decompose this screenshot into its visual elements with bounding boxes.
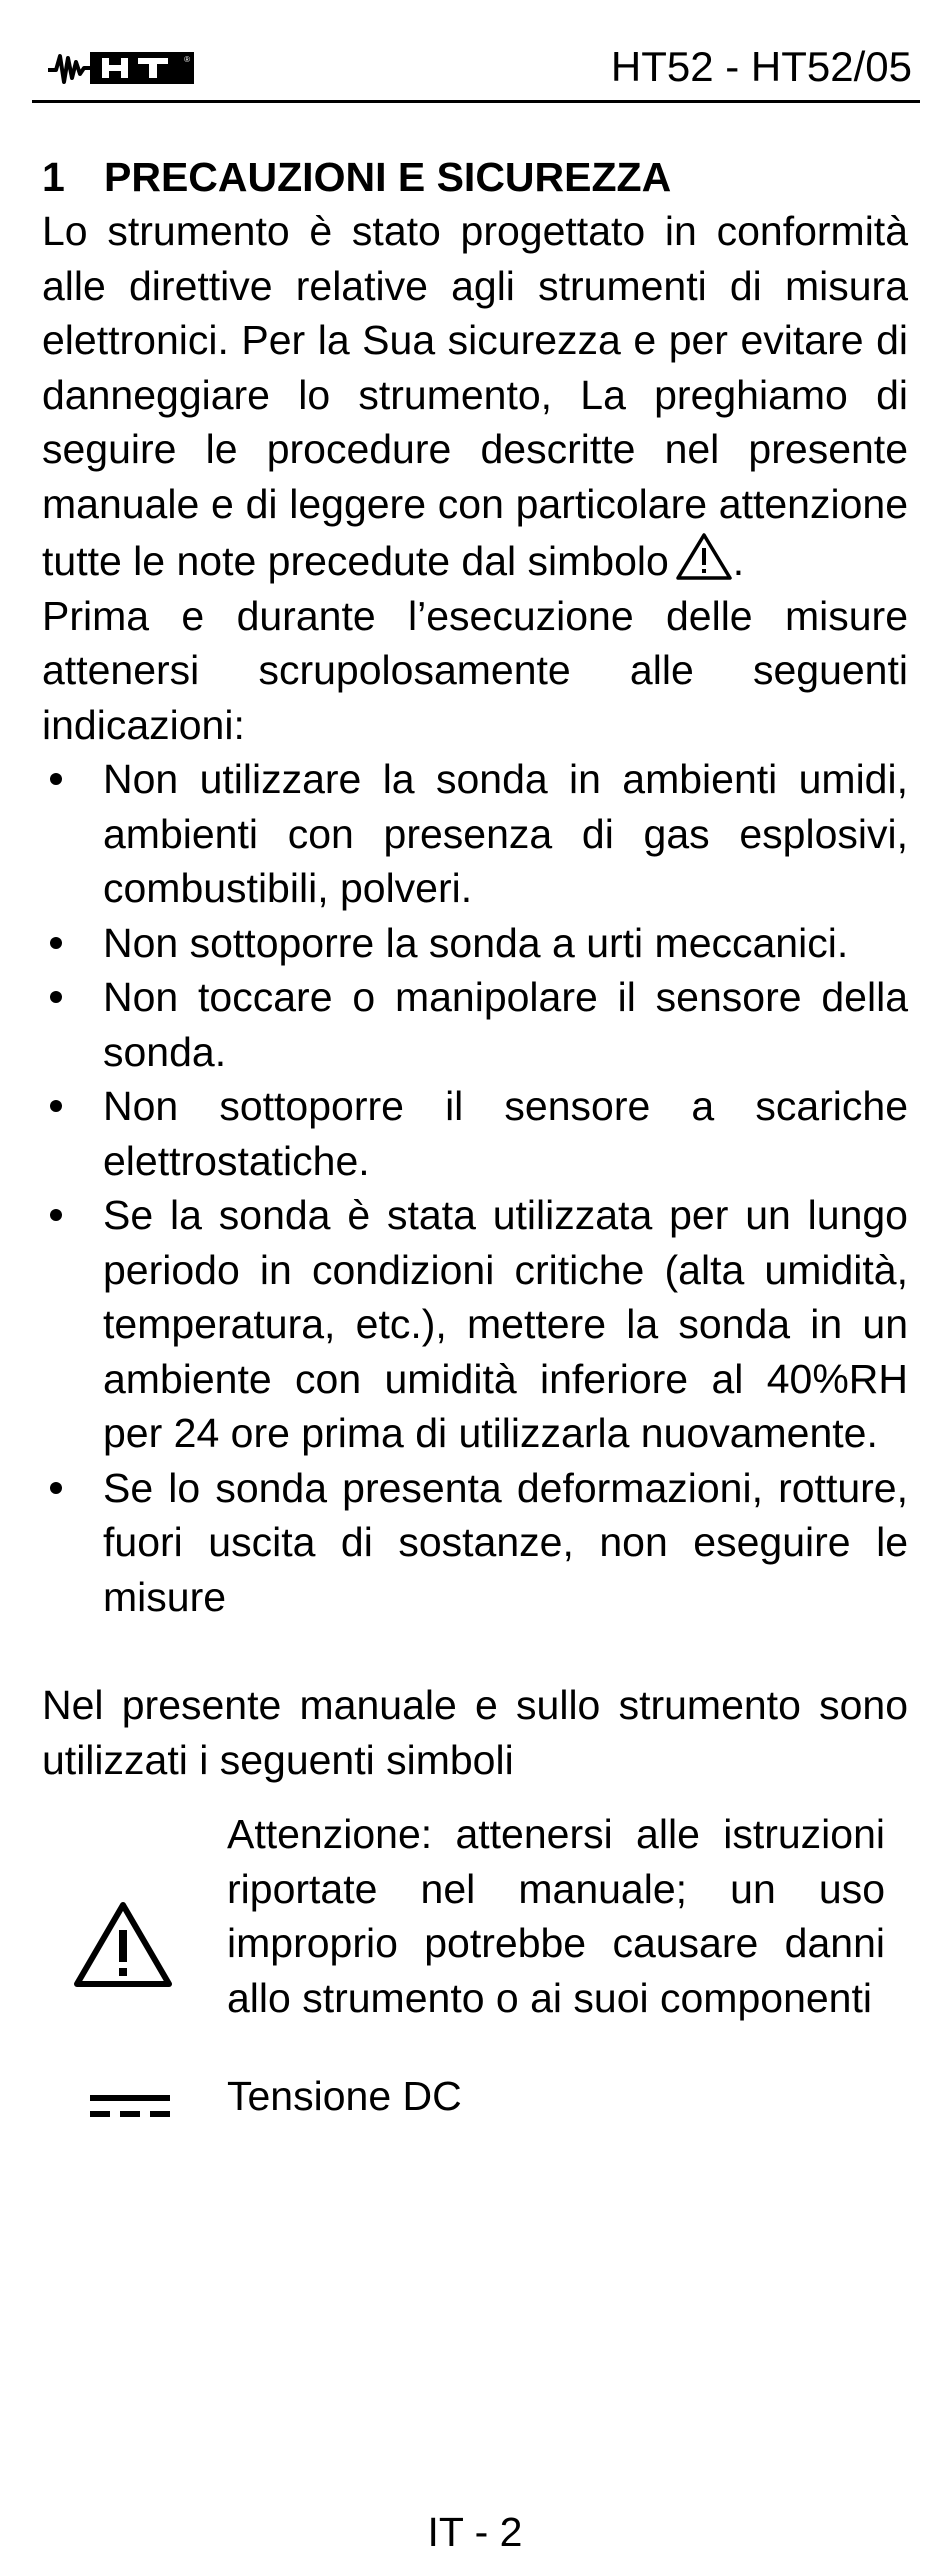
page-content <box>42 150 908 2124</box>
page-number: IT - 2 <box>427 2509 523 2555</box>
bullet-icon <box>50 1100 62 1112</box>
symbol-description: Tensione DC <box>227 2073 462 2119</box>
spacer <box>42 1624 908 1678</box>
document-title: HT52 - HT52/05 <box>610 43 912 90</box>
list-item-text: Non sottoporre la sonda a urti meccanici. <box>103 919 849 966</box>
list-item-text: Se lo sonda presenta deformazioni, rotture, fuori uscita di sostanze, non eseguire le misure <box>103 1464 908 1620</box>
instructions-paragraph: Prima e durante l’esecuzione delle misure attenersi scrupolosamente alle seguenti indicazioni: <box>42 592 908 748</box>
symbol-row-warning <box>42 1807 908 2025</box>
warning-triangle-icon <box>675 531 733 581</box>
list-item-text: Se la sonda è stata utilizzata per un lungo periodo in condizioni critiche (alta umidità, temperatura, etc.), mettere la sonda in un ambiente con umidità inferiore al 40%RH per 24 ore prima di utilizzarla nuovamente. <box>103 1192 908 1456</box>
intro-paragraph <box>42 204 908 589</box>
bullet-icon <box>50 773 62 785</box>
section-number: 1 <box>42 154 65 200</box>
symbols-intro: Nel presente manuale e sullo strumento sono utilizzati i seguenti simboli <box>42 1682 908 1783</box>
bullet-icon <box>50 937 62 949</box>
list-item <box>42 1188 908 1461</box>
section-title: PRECAUZIONI E SICUREZZA <box>104 154 672 200</box>
bullet-icon <box>50 1482 62 1494</box>
bullet-icon <box>50 991 62 1003</box>
list-item-text: Non toccare o manipolare il sensore della sonda. <box>103 974 908 1075</box>
list-item <box>42 1461 908 1625</box>
section-heading <box>42 150 908 204</box>
page-header <box>32 36 920 103</box>
warning-triangle-icon <box>72 1900 174 1990</box>
list-item-text: Non utilizzare la sonda in ambienti umidi, ambienti con presenza di gas esplosivi, combustibili, polveri. <box>103 756 908 911</box>
intro-text: Lo strumento è stato progettato in conformità alle direttive relative agli strumenti di misura elettronici. Per la Sua sicurezza e per evitare di danneggiare lo strumento, La preghiamo di seguire le procedure descritte nel presente manuale e di leggere con particolare attenzione tutte le note precedute dal simbolo <box>42 208 908 584</box>
dc-voltage-icon <box>90 2091 170 2123</box>
ht-logo <box>46 48 196 88</box>
list-item <box>42 916 908 971</box>
spacer <box>42 1787 908 1807</box>
precautions-list <box>42 752 908 1624</box>
list-item <box>42 1079 908 1188</box>
intro-end: . <box>732 538 745 584</box>
list-item <box>42 970 908 1079</box>
spacer <box>42 2025 908 2069</box>
symbol-row-dc <box>42 2069 908 2124</box>
list-item-text: Non sottoporre il sensore a scariche elettrostatiche. <box>103 1083 908 1184</box>
list-item <box>42 752 908 916</box>
bullet-icon <box>50 1209 62 1221</box>
svg-text:®: ® <box>184 55 190 64</box>
symbol-description: Attenzione: attenersi alle istruzioni riportate nel manuale; un uso improprio potrebbe causare danni allo strumento o ai suoi componenti <box>227 1811 885 2021</box>
